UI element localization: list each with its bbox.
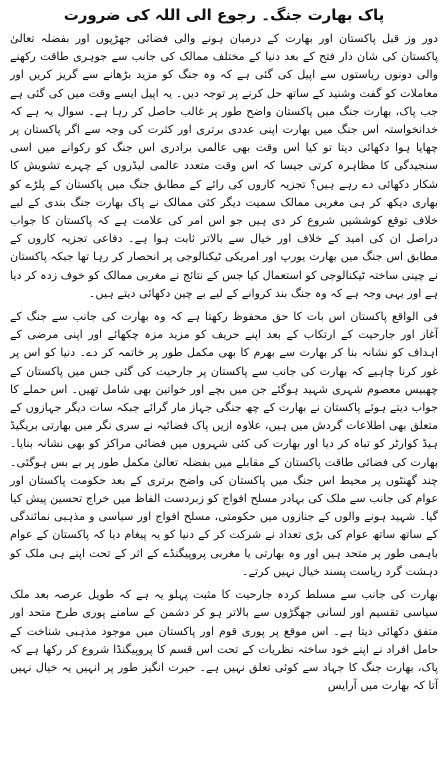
article-body bbox=[10, 30, 438, 695]
article-paragraph: بھارت کی جانب سے مسلط کردہ جارحیت کا مثبت پہلو یہ ہے کہ طویل عرصہ بعد ملک سیاسی تقسیم اور لسانی جھگڑوں سے بالاتر ہو کر دشمن کے سامنے پوری طرح متحد اور متفق دکھائی دیتا ہے۔ اس موقع پر پوری قوم اور پاکستان میں موجود مذہبی شناخت کے حامل افراد نے اپنے خود ساختہ نظریات کے تحت اس قسم کا پروپیگنڈا شروع کر رکھا ہے کہ پاک، بھارت جنگ کا جہاد سے کوئی تعلق نہیں ہے۔ حیرت انگیز طور پر انہیں یہ خیال نہیں آتا کہ بھارت میں آرایس bbox=[10, 588, 438, 693]
article-title: پاک بھارت جنگ۔ رجوع الی اللہ کی ضرورت bbox=[63, 6, 385, 24]
article-paragraph: دور وز قبل پاکستان اور بھارت کے درمیان ہونے والی فضائی جھڑپوں اور بفضلہ تعالیٰ پاکستان کی شان دار فتح کے بعد دنیا کے مختلف ممالک کی جانب سے جوہری طاقت رکھنے والی دونوں ریاستوں سے اپیل کی گئی ہے کہ وہ جنگ کو مزید بڑھانے سے گریز کریں اور معاملات کو گفت وشنید کے ساتھ حل کرنے پر توجہ دیں۔ یہ اپیل ایسے وقت میں کی گئی ہے جب پاک، بھارت جنگ میں پاکستان واضح طور پر غالب حاصل کر رہا ہے۔ سوال یہ ہے کہ خدانخواستہ اس جنگ میں بھارت اپنی عددی برتری اور کثرت کی وجہ سے اگر پاکستان پر چھایا ہوا دکھائی دیتا تو کیا اس وقت بھی عالمی برادری اس جنگ کو رکوانے میں اسی سنجیدگی کا مظاہرہ کرتی جیسا کہ اس وقت متعدد عالمی لیڈروں کے چہرے تشویش کا شکار دکھائی دے رہے ہیں؟ تجزیہ کاروں کی رائے کے مطابق جنگ میں پاکستان کے پلڑے کو بھاری دیکھ کر ہی مغربی ممالک سمیت دیگر کئی ممالک نے پاک بھارت جنگ بندی کے لیے خلاف توقع کوششیں شروع کر دی ہیں جو اس امر کی علامت ہے کہ پاکستان کا جواب دراصل ان کی امید کے خلاف اور خیال سے بالاتر ثابت ہوا ہے۔ دفاعی تجزیہ کاروں کے مطابق اس جنگ میں بھارت یورپ اور امریکی ٹیکنالوجی پر انحصار کر رہا تھا جبکہ پاکستان نے چینی ساختہ ٹیکنالوجی کو استعمال کیا جس کے نتائج نے مغربی ممالک کو خوف زدہ کر دیا ہے اور یہی وجہ ہے کہ وہ جنگ بند کروانے کے لیے بے چین دکھائی دیتے ہیں۔ bbox=[10, 32, 438, 300]
article-paragraph: فی الواقع پاکستان اس بات کا حق محفوظ رکھتا ہے کہ وہ بھارت کی جانب سے جنگ کے آغاز اور جارحیت کے ارتکاب کے بعد اپنے حریف کو مزید مزہ چکھائے اور اپنی مرضی کے اہداف کو نشانہ بنا کر بھارت سے بھرم کا بھی مکمل طور پر خاتمہ کر دے۔ دنیا کو اس پر غور کرنا چاہیے کہ بھارت کی جانب سے پاکستان پر جارحیت کی گئی جس میں پاکستان کے چھبیس معصوم شہری شہید ہوگئے جن میں بچے اور خواتین بھی شامل تھیں۔ اس حملے کا جواب دیتے ہوئے پاکستان نے بھارت کے چھ جنگی جہاز مار گرائے جبکہ سات دیگر جہازوں کے متعلق بھی اطلاعات گردش میں ہیں، علاوہ ازیں پاک فضائیہ نے سری نگر میں بھارتی بریگیڈ ہیڈ کوارٹر کو تباہ کر دیا اور بھارت کی کئی شہروں میں فضائی مراکز کو بھی نشانہ بنایا۔ بھارت کی فضائی طاقت پاکستان کے مقابلے میں بفضلہ تعالیٰ مکمل طور پر بے بس ہوگئی۔ چند گھنٹوں پر محیط اس جنگ میں پاکستان کی واضح برتری کے بعد حکومت پاکستان اور عوام کی جانب سے ملک کی بہادر مسلح افواج کو زبردست الفاظ میں خراج تحسین پیش کیا گیا۔ شہید ہونے والوں کے جنازوں میں حکومتی، مسلح افواج اور سیاسی و مذہبی نمائندگی کے ساتھ ساتھ عوام کی بڑی تعداد نے شرکت کر کے دنیا کو یہ پیغام دیا کہ پاکستان کے عوام باہمی طور پر متحد ہیں اور وہ بھارتی یا مغربی پروپیگنڈے کے اثر کے تحت اپنے ہی ملک کو دہشت گرد ریاست پسند خیال نہیں کرتے۔ bbox=[10, 310, 438, 578]
